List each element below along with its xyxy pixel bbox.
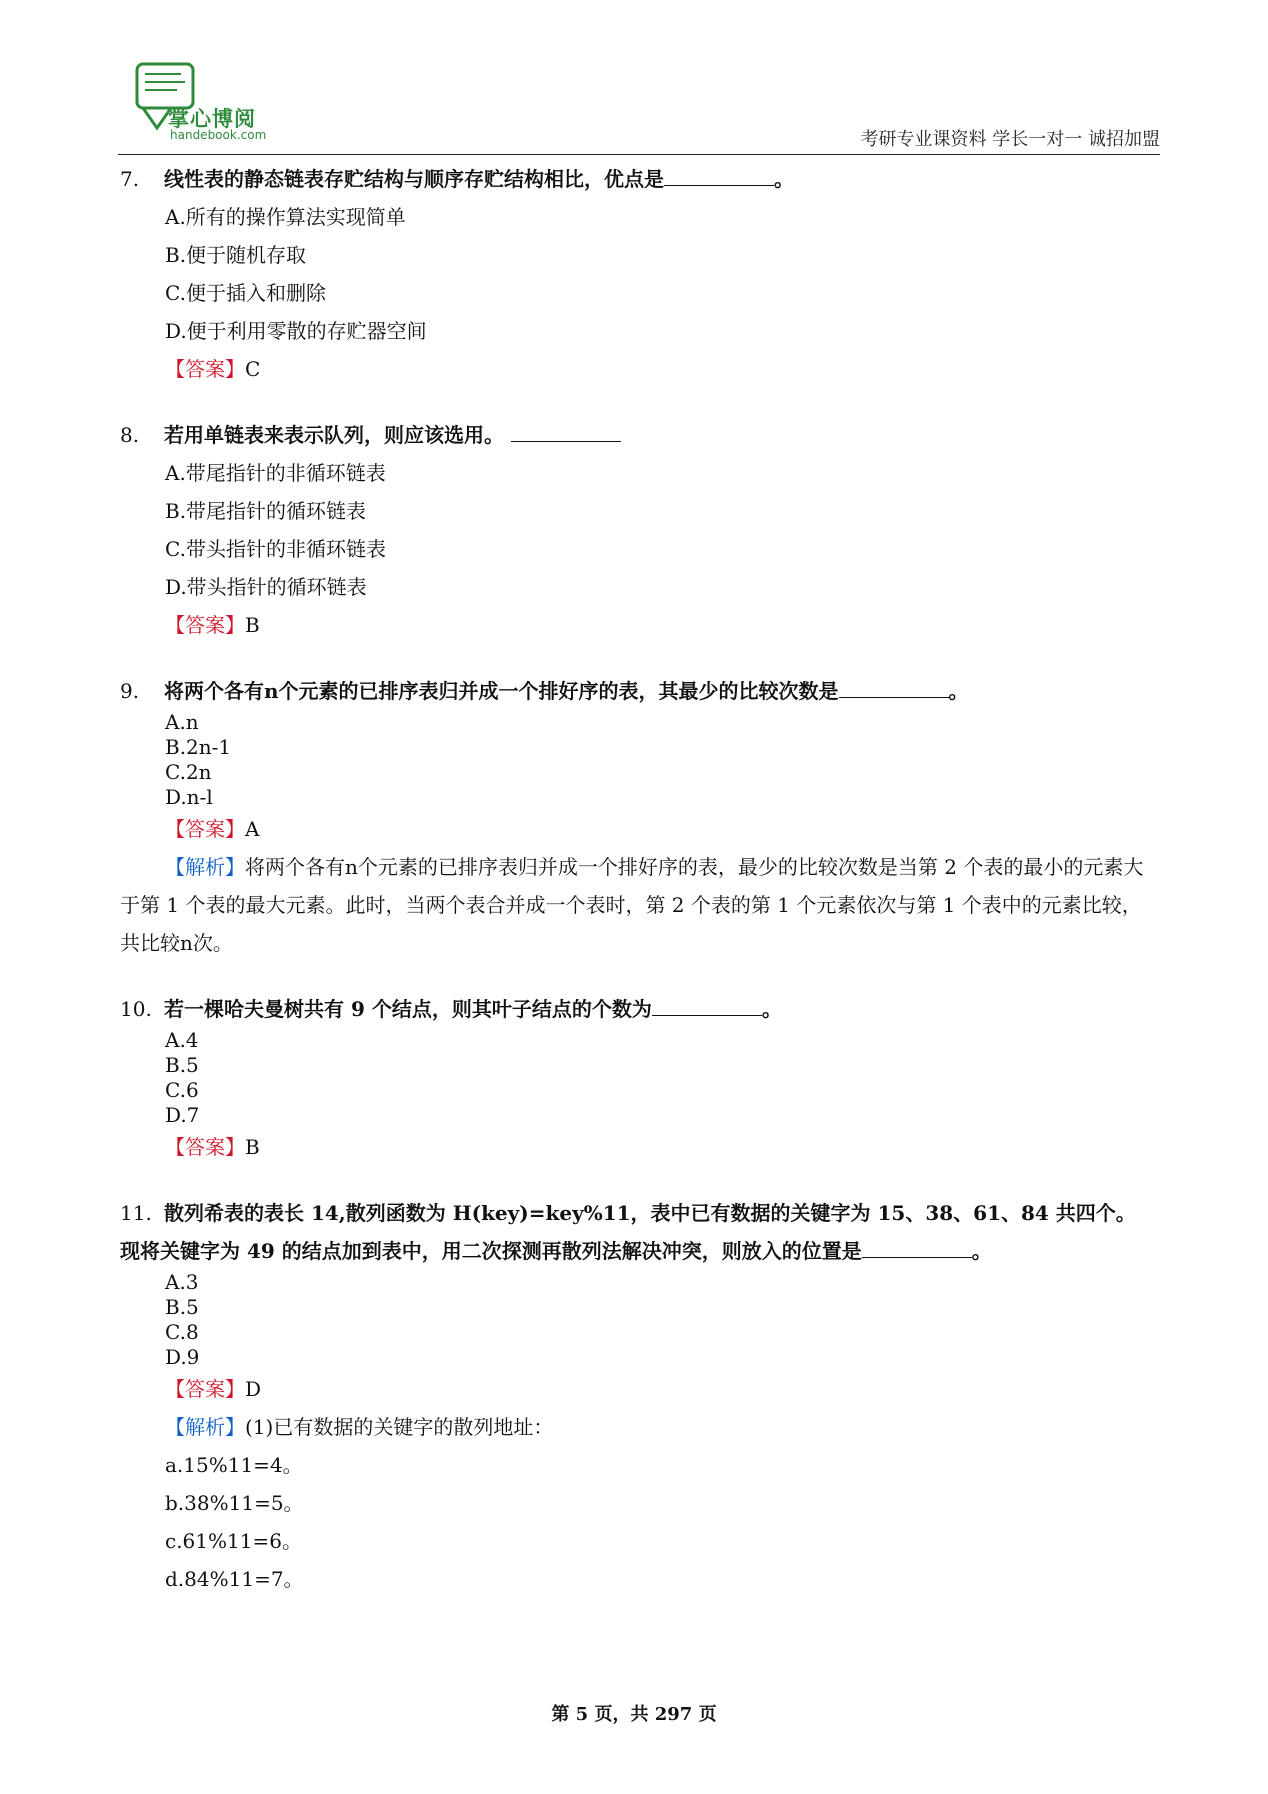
logo-url: handebook.com bbox=[170, 128, 267, 142]
question-number: 11. bbox=[120, 1201, 152, 1225]
answer-value: D bbox=[245, 1377, 262, 1401]
answer bbox=[120, 606, 1160, 644]
option-c: C.6 bbox=[165, 1078, 199, 1102]
option-c: C.8 bbox=[165, 1320, 199, 1344]
option-b: B.带尾指针的循环链表 bbox=[165, 499, 367, 523]
option-a: A.4 bbox=[165, 1028, 199, 1052]
option-a: A.所有的操作算法实现简单 bbox=[165, 205, 406, 229]
option-d: D.便于利用零散的存贮器空间 bbox=[165, 319, 427, 343]
stem-end: 。 bbox=[774, 167, 794, 191]
question-stem-continued: 现将关键字为 49 的结点加到表中，用二次探测再散列法解决冲突，则放入的位置是 bbox=[120, 1239, 862, 1263]
option-d: D.7 bbox=[165, 1103, 200, 1127]
answer-label: 【答案】 bbox=[165, 613, 245, 637]
answer-value: C bbox=[245, 357, 261, 381]
option-b: B.5 bbox=[165, 1295, 199, 1319]
answer-value: A bbox=[245, 817, 260, 841]
page-content bbox=[120, 160, 1160, 1626]
logo-text: 掌心博阅 bbox=[168, 107, 256, 131]
option-b: B.2n-1 bbox=[165, 735, 232, 759]
question-stem: 若用单链表来表示队列，则应该选用。 bbox=[164, 423, 504, 447]
option-a: A.3 bbox=[165, 1270, 199, 1294]
explanation-text: 将两个各有n个元素的已排序表归并成一个排好序的表，最少的比较次数是当第 2 个表的最小的元素大于第 1 个表的最大元素。此时，当两个表合并成一个表时，第 2 个表的第 1 个元素依次与第 1 个表中的元素比较，共比较n次。 bbox=[120, 855, 1144, 955]
question-stem: 散列希表的表长 14,散列函数为 H(key)=key%11，表中已有数据的关键字为 15、38、61、84 共四个。 bbox=[164, 1201, 1136, 1225]
answer-blank bbox=[511, 423, 621, 442]
question-8 bbox=[120, 416, 1160, 644]
option-b: B.5 bbox=[165, 1053, 199, 1077]
answer-label: 【答案】 bbox=[165, 357, 245, 381]
answer-value: B bbox=[245, 613, 260, 637]
question-number: 8. bbox=[120, 423, 140, 447]
header-slogan: 考研专业课资料 学长一对一 诚招加盟 bbox=[860, 129, 1160, 150]
answer bbox=[120, 1128, 1160, 1166]
question-number: 7. bbox=[120, 167, 140, 191]
answer-label: 【答案】 bbox=[165, 1377, 245, 1401]
calc-step-a: a.15%11=4。 bbox=[165, 1453, 303, 1477]
question-number: 10. bbox=[120, 997, 152, 1021]
option-d: D.n-l bbox=[165, 785, 213, 809]
answer-blank bbox=[862, 1239, 972, 1258]
answer-blank bbox=[839, 679, 949, 698]
question-stem: 将两个各有n个元素的已排序表归并成一个排好序的表，其最少的比较次数是 bbox=[164, 679, 839, 703]
question-stem: 线性表的静态链表存贮结构与顺序存贮结构相比，优点是 bbox=[164, 167, 664, 191]
calc-step-c: c.61%11=6。 bbox=[165, 1529, 302, 1553]
question-9 bbox=[120, 672, 1160, 962]
answer-blank bbox=[664, 167, 774, 186]
header-divider bbox=[118, 154, 1160, 155]
answer bbox=[120, 1370, 1160, 1408]
calc-step-b: b.38%11=5。 bbox=[165, 1491, 304, 1515]
option-a: A.带尾指针的非循环链表 bbox=[165, 461, 386, 485]
question-stem: 若一棵哈夫曼树共有 9 个结点，则其叶子结点的个数为 bbox=[164, 997, 652, 1021]
option-c: C.2n bbox=[165, 760, 212, 784]
option-a: A.n bbox=[165, 710, 199, 734]
explanation-label: 【解析】 bbox=[165, 855, 245, 879]
calc-step-d: d.84%11=7。 bbox=[165, 1567, 304, 1591]
option-c: C.便于插入和删除 bbox=[165, 281, 326, 305]
option-b: B.便于随机存取 bbox=[165, 243, 307, 267]
option-d: D.9 bbox=[165, 1345, 200, 1369]
question-11 bbox=[120, 1194, 1160, 1598]
stem-end: 。 bbox=[761, 997, 782, 1021]
answer bbox=[120, 350, 1160, 388]
answer-label: 【答案】 bbox=[165, 817, 245, 841]
explanation-label: 【解析】 bbox=[165, 1415, 245, 1439]
explanation bbox=[120, 1408, 1160, 1446]
answer-value: B bbox=[245, 1135, 260, 1159]
answer bbox=[120, 810, 1160, 848]
answer-blank bbox=[652, 997, 762, 1016]
question-7 bbox=[120, 160, 1160, 388]
explanation-text: (1)已有数据的关键字的散列地址： bbox=[245, 1415, 554, 1439]
page-footer: 第 5 页，共 297 页 bbox=[551, 1704, 717, 1725]
question-10 bbox=[120, 990, 1160, 1166]
question-number: 9. bbox=[120, 679, 140, 703]
option-c: C.带头指针的非循环链表 bbox=[165, 537, 386, 561]
stem-end: 。 bbox=[971, 1239, 992, 1263]
answer-label: 【答案】 bbox=[165, 1135, 245, 1159]
option-d: D.带头指针的循环链表 bbox=[165, 575, 367, 599]
stem-end: 。 bbox=[948, 679, 969, 703]
explanation bbox=[120, 848, 1160, 962]
